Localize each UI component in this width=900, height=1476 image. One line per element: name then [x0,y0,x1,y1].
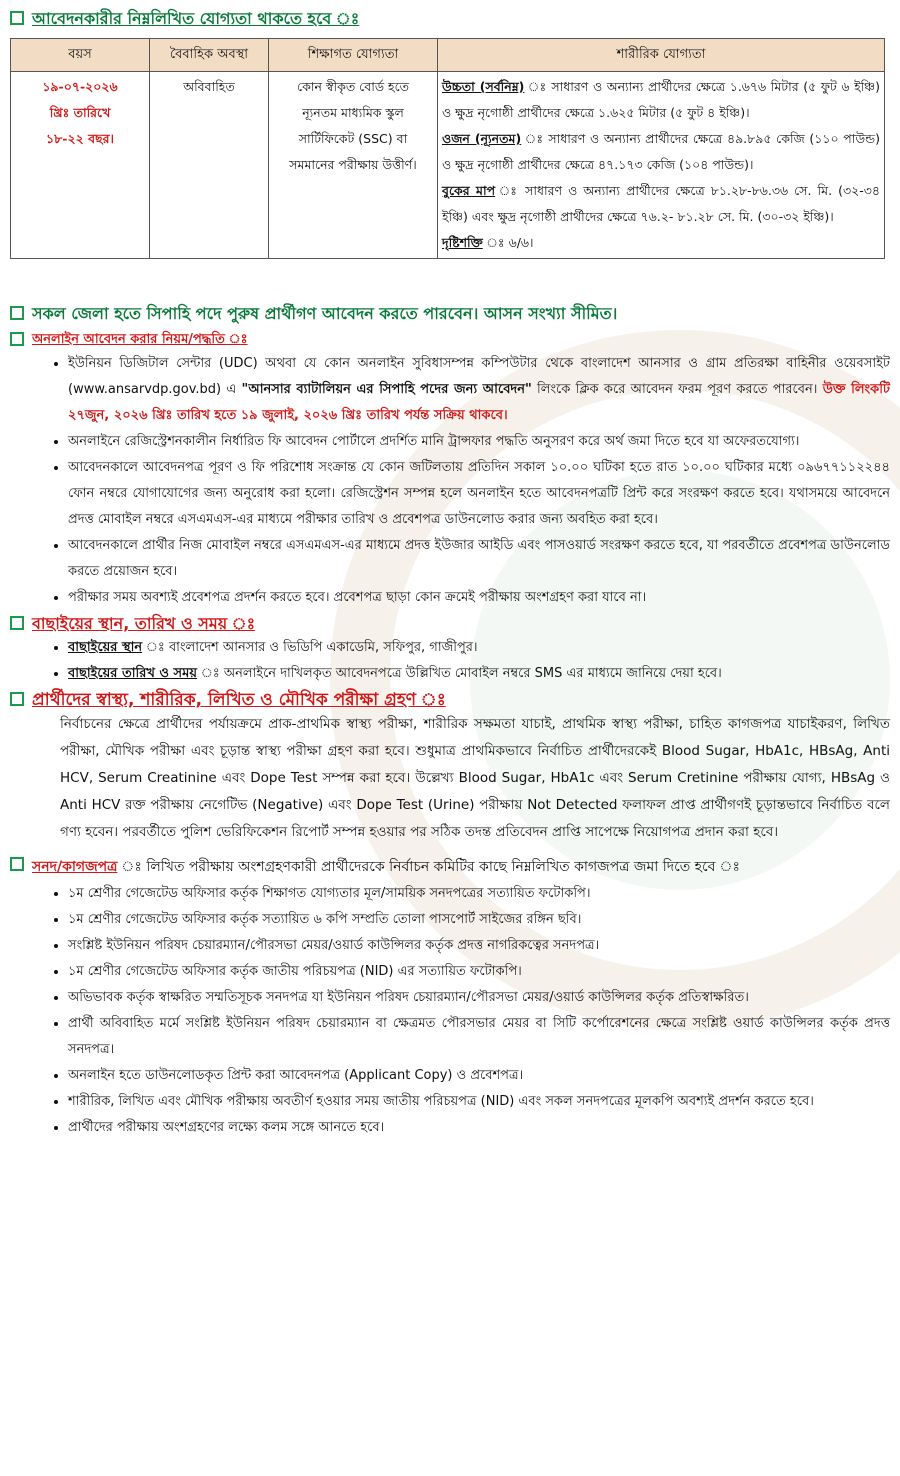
list-item: • বাছাইয়ের তারিখ ও সময় ঃ অনলাইনে দাখিলকৃত আবেদনপত্রে উল্লিখিত মোবাইল নম্বরে SMS এর মাধ্যমে জানিয়ে দেয়া হবে। [68,661,890,687]
table-row [11,72,885,259]
selection-heading: বাছাইয়ের স্থান, তারিখ ও সময় ঃ [10,613,890,635]
header-marital: বৈবাহিক অবস্থা [150,39,269,72]
age-cell: ১৯-০৭-২০২৬ খ্রিঃ তারিখে ১৮-২২ বছর। [11,72,150,259]
qualification-table [10,38,885,259]
eligibility-heading: সকল জেলা হতে সিপাহি পদে পুরুষ প্রার্থীগণ আবেদন করতে পারবেন। আসন সংখ্যা সীমিত। [10,303,890,325]
list-item: • অনলাইন হতে ডাউনলোডকৃত প্রিন্ট করা আবেদনপত্র (Applicant Copy) ও প্রবেশপত্র। [68,1063,890,1089]
list-item: • প্রার্থীদের পরীক্ষায় অংশগ্রহণের লক্ষ্যে কলম সঙ্গে আনতে হবে। [68,1115,890,1141]
list-item: • পরীক্ষার সময় অবশ্যই প্রবেশপত্র প্রদর্শন করতে হবে। প্রবেশপত্র ছাড়া কোন ক্রমেই পরীক্ষায় অংশগ্রহণ করা যাবে না। [68,585,890,611]
height-requirement: উচ্চতা (সর্বনিম্ন) ঃ সাধারণ ও অন্যান্য প্রার্থীদের ক্ষেত্রে ১.৬৭৬ মিটার (৫ ফুট ৬ ইঞ্চি) ও ক্ষুদ্র নৃগোষ্ঠী প্রার্থীদের ক্ষেত্রে ১.৬২৫ মিটার (৫ ফুট ৪ ইঞ্চি)। [442,79,880,120]
list-item: • প্রার্থী অবিবাহিত মর্মে সংশ্লিষ্ট ইউনিয়ন পরিষদ চেয়ারম্যান বা ক্ষেত্রমত পৌরসভার মেয়র বা সিটি কর্পোরেশনের ক্ষেত্রে সংশ্লিষ্ট ওয়ার্ড কাউন্সিলর কর্তৃক প্রদত্ত সনদপত্র। [68,1011,890,1063]
chest-requirement: বুকের মাপ ঃ সাধারণ ও অন্যান্য প্রার্থীদের ক্ষেত্রে ৮১.২৮-৮৬.৩৬ সে. মি. (৩২-৩৪ ইঞ্চি) এবং ক্ষুদ্র নৃগোষ্ঠী প্রার্থীদের ক্ষেত্রে ৭৬.২- ৮১.২৮ সে. মি. (৩০-৩২ ইঞ্চি)। [442,183,880,224]
education-cell: কোন স্বীকৃত বোর্ড হতে ন্যূনতম মাধ্যমিক স্কুল সার্টিফিকেট (SSC) বা সমমানের পরীক্ষায় উত্তীর্ণ। [269,72,438,259]
list-item: • আবেদনকালে প্রার্থীর নিজ মোবাইল নম্বরে এসএমএস-এর মাধ্যমে প্রদত্ত ইউজার আইডি এবং পাসওয়ার্ড সংরক্ষণ করতে হবে, যা পরবর্তীতে প্রবেশপত্র ডাউনলোড করতে প্রয়োজন হবে। [68,533,890,585]
physical-cell [438,72,885,259]
header-age: বয়স [11,39,150,72]
list-item: • ১ম শ্রেণীর গেজেটেড অফিসার কর্তৃক জাতীয় পরিচয়পত্র (NID) এর সত্যায়িত ফটোকপি। [68,959,890,985]
documents-heading: সনদ/কাগজপত্র ঃ লিখিত পরীক্ষায় অংশগ্রহণকারী প্রার্থীদেরকে নির্বাচন কমিটির কাছে নিম্নলিখিত কাগজপত্র জমা দিতে হবে ঃ [10,854,890,881]
list-item: • আবেদনকালে আবেদনপত্র পূরণ ও ফি পরিশোধ সংক্রান্ত যে কোন জটিলতায় প্রতিদিন সকাল ১০.০০ ঘটিকা হতে রাত ১০.০০ ঘটিকার মধ্যে ০৯৬৭৭১১২২৪৪ ফোন নম্বরে যোগাযোগের জন্য অনুরোধ করা হলো। রেজিস্ট্রেশন সম্পন্ন হলে অনলাইন হতে আবেদনপত্রটি প্রিন্ট করে সংরক্ষণ করতে হবে। যথাসময়ে আবেদনে প্রদত্ত মোবাইল নম্বরে এসএমএস-এর মাধ্যমে পরীক্ষার তারিখ ও প্রবেশপত্র ডাউনলোড করার জন্য অবহিত করা হবে। [68,455,890,533]
table-header-row [11,39,885,72]
online-list [10,351,890,611]
header-physical: শারীরিক যোগ্যতা [438,39,885,72]
online-heading: অনলাইন আবেদন করার নিয়ম/পদ্ধতি ঃ [10,329,890,351]
documents-list [10,881,890,1141]
list-item: • অনলাইনে রেজিস্ট্রেশনকালীন নির্ধারিত ফি আবেদন পোর্টালে প্রদর্শিত মানি ট্রান্সফার পদ্ধতি অনুসরণ করে অর্থ জমা দিতে হবে যা অফেরতযোগ্য। [68,429,890,455]
checkbox-icon [10,857,24,871]
checkbox-icon [10,11,24,25]
checkbox-icon [10,692,24,706]
qualification-heading: আবেদনকারীর নিম্নলিখিত যোগ্যতা থাকতে হবে ঃ [10,8,890,30]
selection-list [10,635,890,687]
list-item: • শারীরিক, লিখিত এবং মৌখিক পরীক্ষায় অবতীর্ণ হওয়ার সময় জাতীয় পরিচয়পত্র (NID) এবং সকল সনদপত্রের মূলকপি অবশ্যই প্রদর্শন করতে হবে। [68,1089,890,1115]
list-item: • অভিভাবক কর্তৃক স্বাক্ষরিত সম্মতিসূচক সনদপত্র যা ইউনিয়ন পরিষদ চেয়ারম্যান/পৌরসভা মেয়র/ওয়ার্ড কাউন্সিলর কর্তৃক প্রতিস্বাক্ষরিত। [68,985,890,1011]
exam-heading: প্রার্থীদের স্বাস্থ্য, শারীরিক, লিখিত ও মৌখিক পরীক্ষা গ্রহণ ঃ [10,689,890,711]
exam-paragraph: নির্বাচনের ক্ষেত্রে প্রার্থীদের পর্যায়ক্রমে প্রাক-প্রাথমিক স্বাস্থ্য পরীক্ষা, শারীরিক সক্ষমতা যাচাই, প্রাথমিক স্বাস্থ্য পরীক্ষা, চাহিত কাগজপত্র যাচাইকরণ, লিখিত পরীক্ষা, মৌখিক পরীক্ষা এবং চূড়ান্ত স্বাস্থ্য পরীক্ষা গ্রহণ করা হবে। শুধুমাত্র প্রাথমিকভাবে নির্বাচিত প্রার্থীদেরকেই Blood Sugar, HbA1c, HBsAg, Anti HCV, Serum Creatinine এবং Dope Test সম্পন্ন করা হবে। উল্লেখ্য Blood Sugar, HbA1c এবং Serum Cretinine পরীক্ষায় যোগ্য, HBsAg ও Anti HCV রক্ত পরীক্ষায় নেগেটিভ (Negative) এবং Dope Test (Urine) পরীক্ষায় Not Detected ফলাফল প্রাপ্ত প্রার্থীগণই চূড়ান্তভাবে নির্বাচিত বলে গণ্য হবেন। পরবর্তীতে পুলিশ ভেরিফিকেশন রিপোর্ট সম্পন্ন হওয়ার পর সঠিক তদন্ত প্রতিবেদন প্রাপ্তি সাপেক্ষে নিয়োগপত্র প্রদান করা হবে। [60,716,890,840]
marital-cell: অবিবাহিত [150,72,269,259]
list-item: • ১ম শ্রেণীর গেজেটেড অফিসার কর্তৃক শিক্ষাগত যোগ্যতার মূল/সাময়িক সনদপত্রের সত্যায়িত ফটোকপি। [68,881,890,907]
checkbox-icon [10,306,24,320]
weight-requirement: ওজন (ন্যূনতম) ঃ সাধারণ ও অন্যান্য প্রার্থীদের ক্ষেত্রে ৪৯.৮৯৫ কেজি (১১০ পাউন্ড) ও ক্ষুদ্র নৃগোষ্ঠী প্রার্থীদের ক্ষেত্রে ৪৭.১৭৩ কেজি (১০৪ পাউন্ড)। [442,131,880,172]
checkbox-icon [10,332,24,346]
list-item: • ১ম শ্রেণীর গেজেটেড অফিসার কর্তৃক সত্যায়িত ৬ কপি সম্প্রতি তোলা পাসপোর্ট সাইজের রঙ্গিন ছবি। [68,907,890,933]
eyesight-requirement: দৃষ্টিশক্তি ঃ ৬/৬। [442,235,534,250]
list-item: • ইউনিয়ন ডিজিটাল সেন্টার (UDC) অথবা যে কোন অনলাইন সুবিধাসম্পন্ন কম্পিউটার থেকে বাংলাদেশ আনসার ও গ্রাম প্রতিরক্ষা বাহিনীর ওয়েবসাইট (www.ansarvdp.gov.bd) এ "আনসার ব্যাটালিয়ন এর সিপাহি পদের জন্য আবেদন" লিংকে ক্লিক করে আবেদন ফরম পূরণ করতে পারবেন। উক্ত লিংকটি ২৭জুন, ২০২৬ খ্রিঃ তারিখ হতে ১৯ জুলাই, ২০২৬ খ্রিঃ তারিখ পর্যন্ত সক্রিয় থাকবে। [68,351,890,429]
list-item: • সংশ্লিষ্ট ইউনিয়ন পরিষদ চেয়ারম্যান/পৌরসভা মেয়র/ওয়ার্ড কাউন্সিলর কর্তৃক প্রদত্ত নাগরিকত্বের সনদপত্র। [68,933,890,959]
header-education: শিক্ষাগত যোগ্যতা [269,39,438,72]
checkbox-icon [10,616,24,630]
list-item: • বাছাইয়ের স্থান ঃ বাংলাদেশ আনসার ও ভিডিপি একাডেমি, সফিপুর, গাজীপুর। [68,635,890,661]
